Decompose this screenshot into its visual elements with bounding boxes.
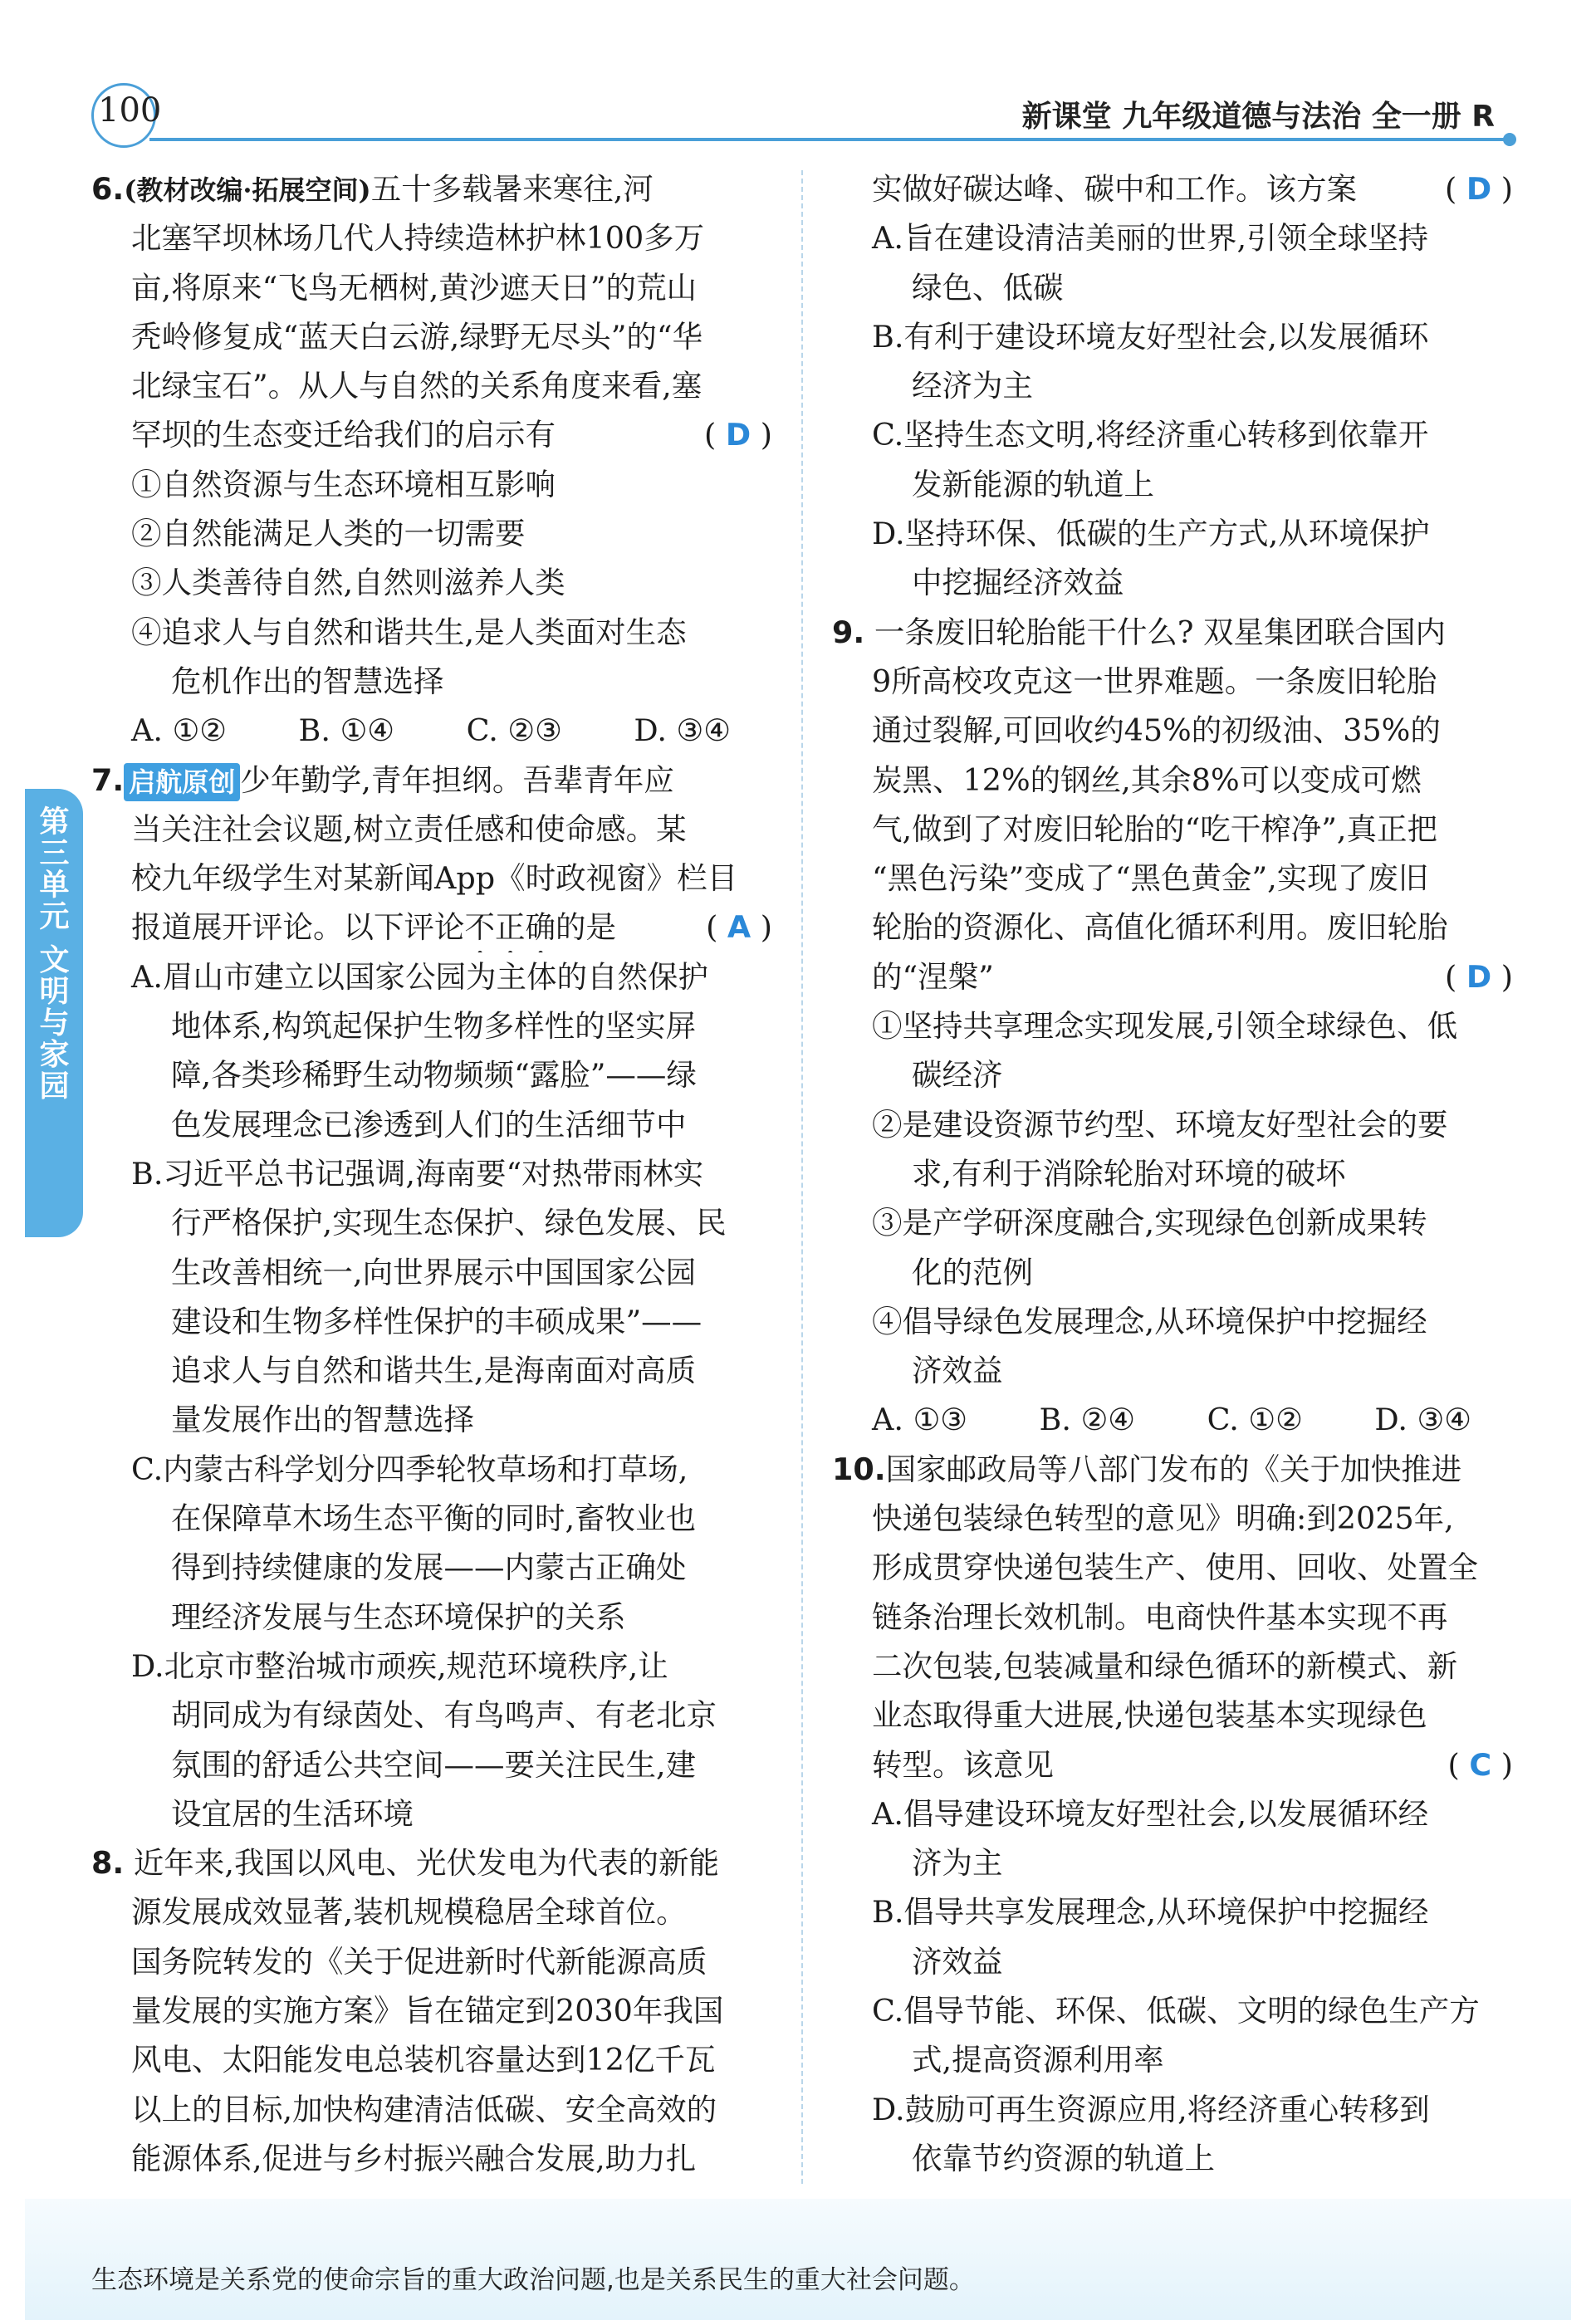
question-text: 国家邮政局等八部门发布的《关于加快推进 (885, 1451, 1462, 1487)
question-text: 少年勤学,青年担纲。吾辈青年应 (240, 761, 674, 798)
choice-item: ④追求人与自然和谐共生,是人类面对生态 (131, 614, 687, 650)
option-d: D. ③④ (1374, 1402, 1471, 1438)
choice-item: ③人类善待自然,自然则滋养人类 (131, 565, 565, 601)
question-text: 国务院转发的《关于促进新时代新能源高质 (131, 1943, 707, 1980)
option-text: B.倡导共享发展理念,从环境保护中挖掘经 (872, 1894, 1429, 1931)
option-row (91, 706, 772, 755)
question-text: 以上的目标,加快构建清洁低碳、安全高效的 (131, 2091, 717, 2127)
question-text: 当关注社会议题,树立责任感和使命感。某 (131, 810, 687, 847)
option-text: 障,各类珍稀野生动物频频“露脸”——绿 (171, 1057, 697, 1094)
answer-bracket: ( D ) (1445, 958, 1513, 995)
question-text: 的“涅槃” (872, 958, 994, 995)
option-text: A.旨在建设清洁美丽的世界,引领全球坚持 (872, 220, 1429, 257)
answer: D (725, 417, 751, 453)
option-d: D. ③④ (634, 712, 731, 749)
option-a: A. ①② (131, 712, 228, 749)
option-text: C.内蒙古科学划分四季轮牧草场和打草场, (131, 1451, 688, 1487)
option-text: D.鼓励可再生资源应用,将经济重心转移到 (872, 2091, 1430, 2127)
option-c: C. ②③ (466, 712, 562, 749)
choice-item: 危机作出的智慧选择 (171, 663, 444, 699)
column-divider (801, 170, 803, 2184)
option-text: 在保障草木场生态平衡的同时,畜牧业也 (171, 1500, 697, 1537)
option-text: A.眉山市建立以国家公园为主体的自然保护 (131, 958, 708, 995)
option-text: B.习近平总书记强调,海南要“对热带雨林实 (131, 1155, 704, 1192)
footer-quote: 生态环境是关系党的使命宗旨的重大政治问题,也是关系民生的重大社会问题。 (91, 2265, 975, 2295)
left-column (91, 164, 772, 2183)
option-text: D.坚持环保、低碳的生产方式,从环境保护 (872, 516, 1430, 552)
question-text: 北塞罕坝林场几代人持续造林护林100多万 (131, 220, 705, 257)
question-text: 源发展成效显著,装机规模稳居全球首位。 (131, 1894, 687, 1931)
question-text: 轮胎的资源化、高值化循环利用。废旧轮胎 (872, 909, 1448, 946)
question-text: 业态取得重大进展,快递包装基本实现绿色 (872, 1697, 1427, 1734)
answer-bracket: ( D ) (1445, 171, 1513, 207)
question-text (832, 164, 1513, 213)
option-text: C.坚持生态文明,将经济重心转移到依靠开 (872, 417, 1429, 453)
page-header (91, 83, 1511, 149)
choice-item: ③是产学研深度融合,实现绿色创新成果转 (872, 1205, 1427, 1241)
choice-item: ①自然资源与生态环境相互影响 (131, 466, 556, 502)
question-number: 9. (832, 614, 865, 650)
header-dot (1503, 133, 1516, 146)
header-rule (149, 138, 1505, 141)
emphasized-text: 不正确 (464, 909, 556, 946)
option-text: 地体系,构筑起保护生物多样性的坚实屏 (171, 1008, 697, 1045)
answer: A (727, 909, 751, 946)
question-text: 亩,将原来“飞鸟无栖树,黄沙遮天日”的荒山 (131, 269, 698, 306)
original-badge: 启航原创 (124, 763, 240, 801)
question-text: 二次包装,包装减量和绿色循环的新模式、新 (872, 1647, 1458, 1684)
option-text: 中挖掘经济效益 (912, 565, 1124, 601)
choice-item: ②自然能满足人类的一切需要 (131, 516, 526, 552)
question-7-line-1 (91, 756, 772, 805)
answer: C (1469, 1746, 1492, 1783)
option-c: C. ①② (1207, 1402, 1303, 1438)
question-text: 快递包装绿色转型的意见》明确:到2025年, (872, 1500, 1454, 1537)
question-text (91, 410, 772, 459)
answer: D (1466, 171, 1492, 207)
question-text: 形成贯穿快递包装生产、使用、回收、处置全 (872, 1549, 1478, 1586)
option-text: C.倡导节能、环保、低碳、文明的绿色生产方 (872, 1992, 1480, 2029)
answer-bracket: ( A ) (706, 909, 772, 946)
question-text: 炭黑、12%的钢丝,其余8%可以变成可燃 (872, 761, 1422, 798)
question-text (832, 1740, 1513, 1789)
book-title: 新课堂 九年级道德与法治 全一册 R (1021, 100, 1495, 134)
question-text: 转型。该意见 (872, 1746, 1054, 1783)
option-text: A.倡导建设环境友好型社会,以发展循环经 (872, 1795, 1429, 1832)
option-text: 理经济发展与生态环境保护的关系 (171, 1598, 626, 1635)
choice-item: 化的范例 (912, 1254, 1033, 1290)
question-text (91, 903, 772, 952)
option-text: 绿色、低碳 (912, 269, 1064, 306)
page-footer (25, 2199, 1571, 2320)
choice-item: ①坚持共享理念实现发展,引领全球绿色、低 (872, 1008, 1458, 1045)
choice-item: 求,有利于消除轮胎对环境的破坏 (912, 1155, 1346, 1192)
question-8-line-1 (91, 1838, 772, 1887)
option-text: D.北京市整治城市顽疾,规范环境秩序,让 (131, 1647, 668, 1684)
choice-item: 碳经济 (912, 1057, 1003, 1094)
choice-item: ②是建设资源节约型、环境友好型社会的要 (872, 1106, 1448, 1143)
option-text: 行严格保护,实现生态保护、绿色发展、民 (171, 1205, 727, 1241)
question-text: 9所高校攻克这一世界难题。一条废旧轮胎 (872, 663, 1437, 699)
option-text: 色发展理念已渗透到人们的生活细节中 (171, 1106, 687, 1143)
option-row (832, 1395, 1513, 1444)
question-9-line-1 (832, 608, 1513, 657)
option-text: 济为主 (912, 1845, 1003, 1882)
question-text: 实做好碳达峰、碳中和工作。该方案 (872, 171, 1357, 207)
question-number: 7. (91, 761, 125, 798)
question-text: 一条废旧轮胎能干什么? 双星集团联合国内 (874, 614, 1447, 650)
question-number: 10. (832, 1451, 886, 1487)
question-number: 6. (91, 171, 125, 207)
question-text (832, 952, 1513, 1001)
option-text: 量发展作出的智慧选择 (171, 1402, 474, 1438)
question-text: 罕坝的生态变迁给我们的启示有 (131, 417, 556, 453)
question-text: 能源体系,促进与乡村振兴融合发展,助力扎 (131, 2140, 697, 2176)
question-text: 气,做到了对废旧轮胎的“吃干榨净”,真正把 (872, 810, 1438, 847)
answer-bracket: ( D ) (704, 417, 772, 453)
answer: D (1466, 958, 1492, 995)
question-text: 量发展的实施方案》旨在锚定到2030年我国 (131, 1992, 724, 2029)
option-text: 胡同成为有绿茵处、有鸟鸣声、有老北京 (171, 1697, 717, 1734)
page-number: 100 (98, 91, 162, 130)
option-text: 设宜居的生活环境 (171, 1795, 414, 1832)
option-text: 经济为主 (912, 368, 1033, 404)
option-text: 追求人与自然和谐共生,是海南面对高质 (171, 1353, 697, 1389)
question-text: 校九年级学生对某新闻App《时政视窗》栏目 (131, 860, 738, 897)
question-text: 秃岭修复成“蓝天白云游,绿野无尽头”的“华 (131, 318, 703, 355)
option-text: 依靠节约资源的轨道上 (912, 2140, 1215, 2176)
choice-item: 济效益 (912, 1353, 1003, 1389)
option-b: B. ①④ (298, 712, 395, 749)
option-text: 发新能源的轨道上 (912, 466, 1154, 502)
option-text: 式,提高资源利用率 (912, 2042, 1164, 2078)
option-a: A. ①③ (872, 1402, 968, 1438)
question-text: 五十多载暑来寒往,河 (370, 171, 654, 207)
choice-item: ④倡导绿色发展理念,从环境保护中挖掘经 (872, 1303, 1427, 1339)
option-text: 济效益 (912, 1943, 1003, 1980)
option-text: 氛围的舒适公共空间——要关注民生,建 (171, 1746, 697, 1783)
question-tag: (教材改编·拓展空间) (124, 174, 371, 206)
question-text: 近年来,我国以风电、光伏发电为代表的新能 (133, 1845, 719, 1882)
unit-side-tab (25, 789, 83, 1237)
option-b: B. ②④ (1039, 1402, 1136, 1438)
question-text: 的是 (556, 909, 616, 946)
option-text: 建设和生物多样性保护的丰硕成果”—— (171, 1303, 703, 1339)
unit-label: 第三单元 文明与家园 (35, 805, 69, 1102)
question-text: 风电、太阳能发电总装机容量达到12亿千瓦 (131, 2042, 716, 2078)
right-column (832, 164, 1513, 2183)
question-number: 8. (91, 1845, 125, 1882)
question-10-line-1 (832, 1445, 1513, 1494)
option-text: 生改善相统一,向世界展示中国国家公园 (171, 1254, 697, 1290)
option-text: 得到持续健康的发展——内蒙古正确处 (171, 1549, 687, 1586)
question-text: 北绿宝石”。从人与自然的关系角度来看,塞 (131, 368, 703, 404)
option-text: B.有利于建设环境友好型社会,以发展循环 (872, 318, 1429, 355)
question-text: 通过裂解,可回收约45%的初级油、35%的 (872, 712, 1441, 749)
question-text: 报道展开评论。以下评论 (131, 909, 465, 946)
answer-bracket: ( C ) (1447, 1746, 1513, 1783)
question-6-line-1 (91, 164, 772, 213)
question-text: 链条治理长效机制。电商快件基本实现不再 (872, 1598, 1448, 1635)
question-text: “黑色污染”变成了“黑色黄金”,实现了废旧 (872, 860, 1429, 897)
